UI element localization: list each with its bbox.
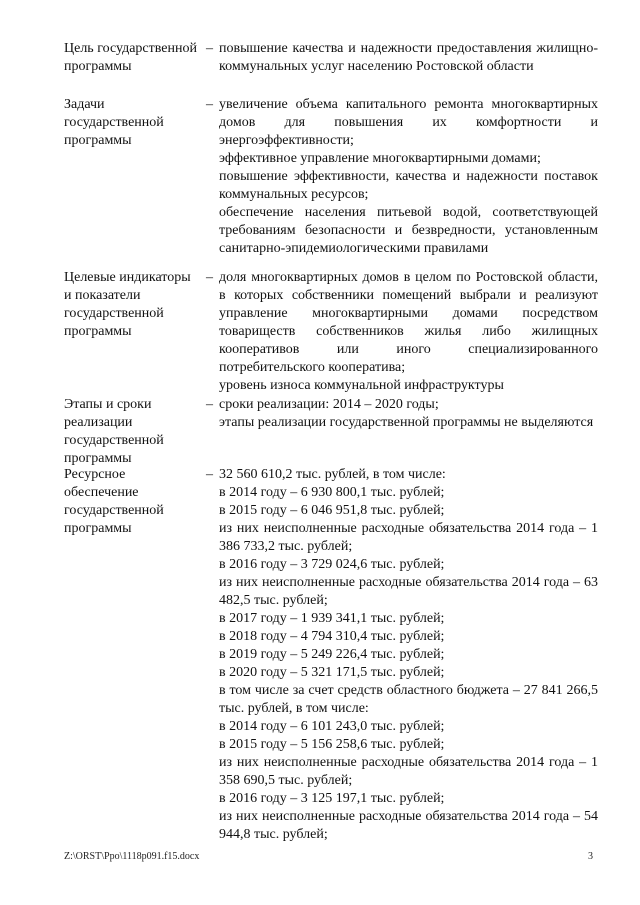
row-label: Целевые индикаторы и показатели государственной программы bbox=[64, 270, 191, 339]
row-dash: – bbox=[206, 270, 213, 285]
content-line: повышение качества и надежности предоставления жилищно-коммунальных услуг населению Ростовской области bbox=[219, 41, 598, 74]
content-line: в 2016 году – 3 729 024,6 тыс. рублей; bbox=[219, 557, 445, 572]
content-line: из них неисполненные расходные обязательства 2014 года – 54 944,8 тыс. рублей; bbox=[219, 809, 598, 842]
content-line: из них неисполненные расходные обязательства 2014 года – 1 386 733,2 тыс. рублей; bbox=[219, 521, 598, 554]
row-label: Задачи государственной программы bbox=[64, 97, 164, 148]
content-line: из них неисполненные расходные обязательства 2014 года – 1 358 690,5 тыс. рублей; bbox=[219, 755, 598, 788]
content-line: уровень износа коммунальной инфраструктуры bbox=[219, 378, 504, 393]
row-label: Ресурсное обеспечение государственной программы bbox=[64, 467, 164, 536]
footer-file-path: Z:\ORST\Ppo\1118p091.f15.docx bbox=[64, 851, 200, 862]
content-line: 32 560 610,2 тыс. рублей, в том числе: bbox=[219, 467, 446, 482]
row-content bbox=[219, 396, 598, 432]
row-dash: – bbox=[206, 397, 213, 412]
content-line: в 2017 году – 1 939 341,1 тыс. рублей; bbox=[219, 611, 445, 626]
content-line: эффективное управление многоквартирными домами; bbox=[219, 151, 541, 166]
page-number: 3 bbox=[588, 851, 593, 862]
content-line: повышение эффективности, качества и надежности поставок коммунальных ресурсов; bbox=[219, 169, 598, 202]
content-line: увеличение объема капитального ремонта многоквартирных домов для повышения их комфортности и энергоэффективности; bbox=[219, 97, 598, 148]
content-line: в 2014 году – 6 101 243,0 тыс. рублей; bbox=[219, 719, 445, 734]
content-line: сроки реализации: 2014 – 2020 годы; bbox=[219, 397, 439, 412]
content-line: из них неисполненные расходные обязательства 2014 года – 63 482,5 тыс. рублей; bbox=[219, 575, 598, 608]
content-line: обеспечение населения питьевой водой, соответствующей требованиям безопасности и безвредности, установленным санитарно-эпидемиологическими правилами bbox=[219, 205, 598, 256]
row-content bbox=[219, 269, 598, 395]
row-dash: – bbox=[206, 97, 213, 112]
row-dash: – bbox=[206, 41, 213, 56]
content-line: в 2016 году – 3 125 197,1 тыс. рублей; bbox=[219, 791, 445, 806]
content-line: в 2020 году – 5 321 171,5 тыс. рублей; bbox=[219, 665, 445, 680]
content-line: в 2014 году – 6 930 800,1 тыс. рублей; bbox=[219, 485, 445, 500]
row-content bbox=[219, 466, 598, 844]
row-content bbox=[219, 40, 598, 76]
row-label: Цель государственной программы bbox=[64, 41, 197, 74]
row-dash: – bbox=[206, 467, 213, 482]
content-line: в 2019 году – 5 249 226,4 тыс. рублей; bbox=[219, 647, 445, 662]
content-line: в том числе за счет средств областного бюджета – 27 841 266,5 тыс. рублей, в том числе: bbox=[219, 683, 598, 716]
content-line: этапы реализации государственной программы не выделяются bbox=[219, 415, 594, 430]
row-content bbox=[219, 96, 598, 258]
content-line: в 2018 году – 4 794 310,4 тыс. рублей; bbox=[219, 629, 445, 644]
content-line: в 2015 году – 6 046 951,8 тыс. рублей; bbox=[219, 503, 445, 518]
row-label: Этапы и сроки реализации государственной программы bbox=[64, 397, 164, 466]
content-line: в 2015 году – 5 156 258,6 тыс. рублей; bbox=[219, 737, 445, 752]
content-line: доля многоквартирных домов в целом по Ростовской области, в которых собственники помещений выбрали и реализуют управление многоквартирными домами посредством товариществ собственников жилья либо жилищных кооперативов или иного специализированного потребительского кооператива; bbox=[219, 270, 598, 375]
